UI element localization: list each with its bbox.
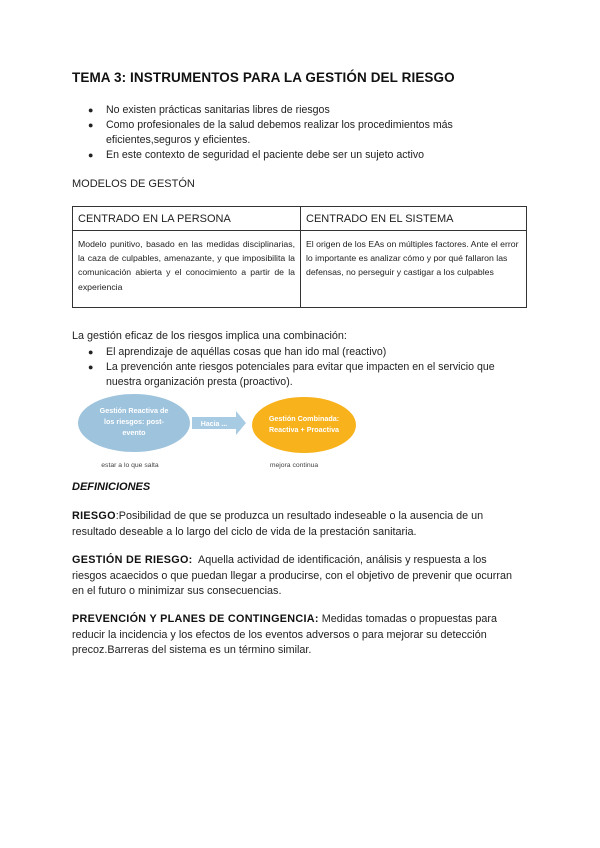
list-item: ● El aprendizaje de aquéllas cosas que han ido mal (reactivo): [88, 346, 387, 358]
combination-intro: La gestión eficaz de los riesgos implica una combinación:: [72, 330, 347, 342]
bullet-icon: ●: [88, 150, 94, 160]
bullet-icon: ●: [88, 362, 94, 372]
reactive-caption: estar a lo que salta: [101, 462, 159, 469]
risk-management-diagram: [74, 393, 364, 473]
list-item: ● En este contexto de seguridad el paciente debe ser un sujeto activo: [88, 149, 425, 161]
list-item: ● Como profesionales de la salud debemos realizar los procedimientos más eficientes,seguros y eficientes.: [88, 119, 453, 146]
definition-term: RIESGO: [72, 510, 116, 522]
definition-prevencion: [72, 612, 517, 659]
definitions-title: DEFINICIONES: [72, 481, 151, 493]
reactive-label-line: Gestión Reactiva de: [99, 406, 169, 415]
definition-text: Posibilidad de que se produzca un resultado indeseable o la ausencia de un resultado deseable a lo largo del ciclo de vida de la prestación sanitaria.: [72, 510, 484, 538]
definition-gestion: [72, 553, 512, 600]
intro-bullet-list: [88, 103, 498, 163]
definition-riesgo: RIESGO:Posibilidad de que se produzca un resultado indeseable o la ausencia de un resultado deseable a lo largo del ciclo de vida de la prestación sanitaria.: [72, 510, 484, 538]
definition-term: PREVENCIÓN Y PLANES DE CONTINGENCIA:: [72, 613, 319, 625]
combination-bullet-list: [88, 345, 528, 390]
table-cell-system: El origen de los EAs on múltiples factores. Ante el error lo importante es analizar cómo y por qué fallaron las defensas, no perseguir y castigar a los culpables: [301, 231, 527, 308]
bullet-icon: ●: [88, 347, 94, 357]
table-cell-person: Modelo punitivo, basado en las medidas disciplinarias, la caza de culpables, amenazante, y que imposibilita la comunicación abierta y el conocimiento a partir de la experiencia: [73, 231, 301, 308]
models-heading: MODELOS DE GESTÓN: [72, 178, 195, 190]
list-item: ● La prevención ante riesgos potenciales para evitar que impacten en el servicio que nuestra organización presta (proactivo).: [88, 361, 495, 388]
combined-label-line: Reactiva + Proactiva: [268, 425, 340, 434]
models-table: [72, 206, 527, 308]
combined-label-line: Gestión Combinada:: [268, 414, 340, 423]
definition-text: Aquella actividad de identificación, análisis y respuesta a los riesgos acaecidos o que puedan llegar a producirse, con el objetivo de prevenir que ocurran en el futuro o minimizar sus consecuencias.: [72, 554, 512, 597]
table-header-row: [73, 207, 527, 231]
reactive-label-line: los riesgos: post-: [104, 417, 164, 426]
table-header-system: CENTRADO EN EL SISTEMA: [301, 207, 527, 231]
list-item: ● No existen prácticas sanitarias libres de riesgos: [88, 104, 330, 116]
bullet-icon: ●: [88, 120, 94, 130]
arrow-label: Hacia ...: [200, 421, 228, 428]
page-title: TEMA 3: INSTRUMENTOS PARA LA GESTIÓN DEL RIESGO: [72, 70, 455, 85]
definition-term: GESTIÓN DE RIESGO:: [72, 554, 193, 566]
table-header-person: CENTRADO EN LA PERSONA: [73, 207, 301, 231]
reactive-label-line: evento: [122, 428, 146, 437]
bullet-icon: ●: [88, 105, 94, 115]
definition-text: Medidas tomadas o propuestas para reducir la incidencia y los efectos de los eventos adversos o para mejorar su detección precoz.Barreras del sistema es un término similar.: [72, 613, 498, 656]
combined-caption: mejora continua: [269, 462, 319, 469]
table-row: [73, 231, 527, 308]
